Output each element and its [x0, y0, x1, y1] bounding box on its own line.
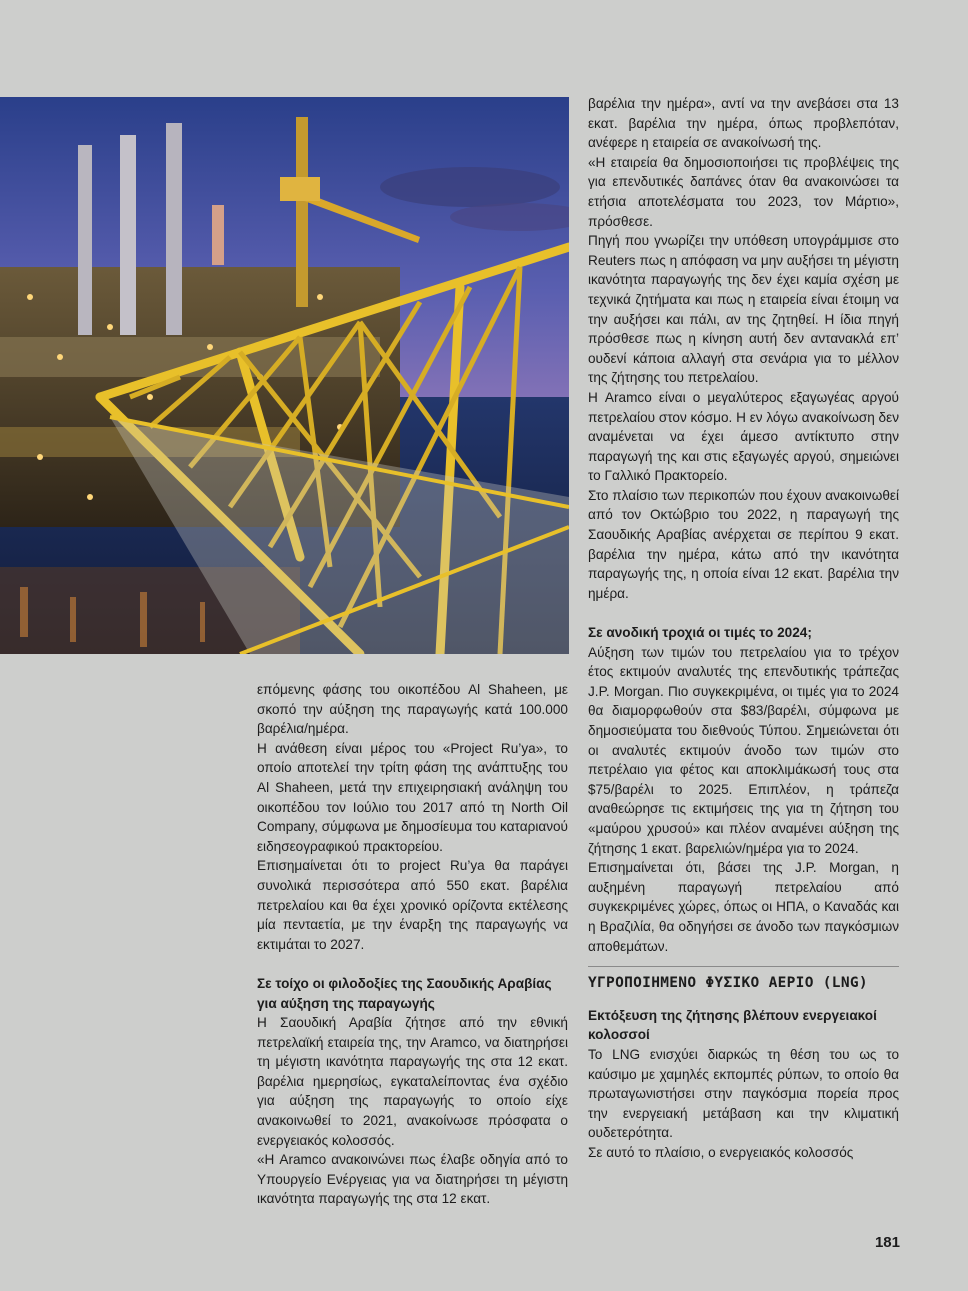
paragraph: Επισημαίνεται ότι το project Ru’ya θα παράγει συνολικά περισσότερα από 550 εκατ. βαρέλια πετρελαίου και θα έχει χρονικό ορίζοντα εκτέλεσης μία πενταετία, με την έναρξη της παραγωγής να εκτιμάται το 2027.: [257, 858, 568, 952]
paragraph: Το LNG ενισχύει διαρκώς τη θέση του ως το καύσιμο με χαμηλές εκπομπές ρύπων, το οποίο θα πρωταγωνιστήσει στην παγκόσμια πορεία προς την ενεργειακή μετάβαση και την κλιματική ουδετερότητα.: [588, 1046, 899, 1141]
paragraph: «Η εταιρεία θα δημοσιοποιήσει τις προβλέψεις της για επενδυτικές δαπάνες όταν θα ανακοινώσει τα ετήσια αποτελέσματα του 2023, τον Μάρτιο», πρόσθεσε.: [588, 154, 899, 229]
paragraph: Η Aramco είναι ο μεγαλύτερος εξαγωγέας αργού πετρελαίου στον κόσμο. Η εν λόγω ανακοίνωση δεν αναμένεται να έχει άμεσο αντίκτυπο στην παραγωγή της και στις εξαγωγές αργού, σημειώνει το Γαλλικό Πρακτορείο.: [588, 389, 899, 484]
paragraph: Η Σαουδική Αραβία ζήτησε από την εθνική πετρελαϊκή εταιρεία της, την Aramco, να διατηρήσει τη μέγιστη ικανότητα παραγωγής της στα 12 εκατ. βαρέλια ημερησίως, εγκαταλείποντας ένα σχέδιο για αύξηση της παραγωγής το οποίο είχε ανακοινωθεί το 2021, ανακοίνωσε πρόσφατα ο ενεργειακός κολοσσός.: [257, 1015, 568, 1148]
offshore-platform-photo: [0, 97, 569, 654]
page-number: 181: [874, 1234, 900, 1251]
paragraph: Σε αυτό το πλαίσιο, ο ενεργειακός κολοσσός: [588, 1144, 854, 1160]
paragraph: «Η Aramco ανακοινώνει πως έλαβε οδηγία από το Υπουργείο Ενέργειας για να διατηρήσει τη μέγιστη ικανότητα παραγωγής της στα 12 εκατ.: [257, 1152, 568, 1207]
left-text-column: [257, 680, 568, 1209]
section-heading: Σε τοίχο οι φιλοδοξίες της Σαουδικής Αραβίας για αύξηση της παραγωγής: [257, 975, 552, 1011]
paragraph: Η ανάθεση είναι μέρος του «Project Ru’ya», το οποίο αποτελεί την τρίτη φάση της ανάπτυξης του Al Shaheen, μετά την επιχειρησιακή ανάληψη του οικοπέδου τον Ιούλιο του 2017 από τη North Oil Company, σύμφωνα με δημοσίευμα του καταριανού ειδησεογραφικού πρακτορείου.: [257, 740, 568, 854]
section-divider: [588, 966, 899, 967]
paragraph: Επισημαίνεται ότι, βάσει της J.P. Morgan, η αυξημένη παραγωγή πετρελαίου από συγκεκριμένες χώρες, όπως οι ΗΠΑ, ο Καναδάς και η Βραζιλία, θα οδηγήσει σε άνοδο των παγκόσμιων αποθεμάτων.: [588, 860, 899, 954]
spacer: [588, 603, 899, 623]
paragraph: βαρέλια την ημέρα», αντί να την ανεβάσει στα 13 εκατ. βαρέλια την ημέρα, όπως προβλεπόταν, ανέφερε η εταιρεία σε ανακοίνωσή της.: [588, 96, 899, 151]
paragraph: Πηγή που γνωρίζει την υπόθεση υπογράμμισε στο Reuters πως η απόφαση να μην αυξήσει τη μέγιστη ικανότητα παραγωγής της δεν έχει καμία σχέση με τεχνικά ζητήματα και πως η εταιρεία είναι έτοιμη να την αυξήσει και πάλι, αν της ζητηθεί. Η ίδια πηγή πρόσθεσε πως η κίνηση αυτή δεν αντανακλά επ’ ουδενί κάποια αλλαγή στα σενάρια για το μέλλον της ζήτησης του πετρελαίου.: [588, 233, 899, 386]
paragraph: επόμενης φάσης του οικοπέδου Al Shaheen, με σκοπό την αύξηση της παραγωγής κατά 100.000 βαρέλια/ημέρα.: [257, 682, 568, 737]
paragraph: Αύξηση των τιμών του πετρελαίου για το τρέχον έτος εκτιμούν αναλυτές της επενδυτικής τράπεζας J.P. Morgan. Πιο συγκεκριμένα, οι τιμές για το 2024 θα διαμορφωθούν στα $83/βαρέλι, σύμφωνα με δημοσιεύματα του διεθνούς Τύπου. Σημειώνεται ότι οι αναλυτές εκτιμούν άνοδο των τιμών στο πετρέλαιο για φέτος και αποκλιμάκωσή τους στα $75/βαρέλι το 2025. Επιπλέον, η τράπεζα αναθεώρησε τις εκτιμήσεις της για τη ζήτηση του «μαύρου χρυσού» και πλέον αναμένει αύξηση της ζήτησης 1 εκατ. βαρελιών/ημέρα για το 2024.: [588, 644, 899, 856]
paragraph: Στο πλαίσιο των περικοπών που έχουν ανακοινωθεί από τον Οκτώβριο του 2022, η παραγωγή της Σαουδικής Αραβίας ανέρχεται σε περίπου 9 εκατ. βαρέλια την ημέρα, κάτω από την ικανότητα παραγωγής της, η οποία είναι 12 εκατ. βαρέλια την ημέρα.: [588, 487, 899, 601]
spacer: [257, 954, 568, 974]
section-title: ΥΓΡΟΠΟΙΗΜΕΝΟ ΦΥΣΙΚΟ ΑΕΡΙΟ (LNG): [588, 975, 868, 992]
right-text-column: [588, 94, 899, 1162]
section-heading: Σε ανοδική τροχιά οι τιμές το 2024;: [588, 625, 812, 641]
section-heading: Εκτόξευση της ζήτησης βλέπουν ενεργειακοί κολοσσοί: [588, 1007, 877, 1043]
